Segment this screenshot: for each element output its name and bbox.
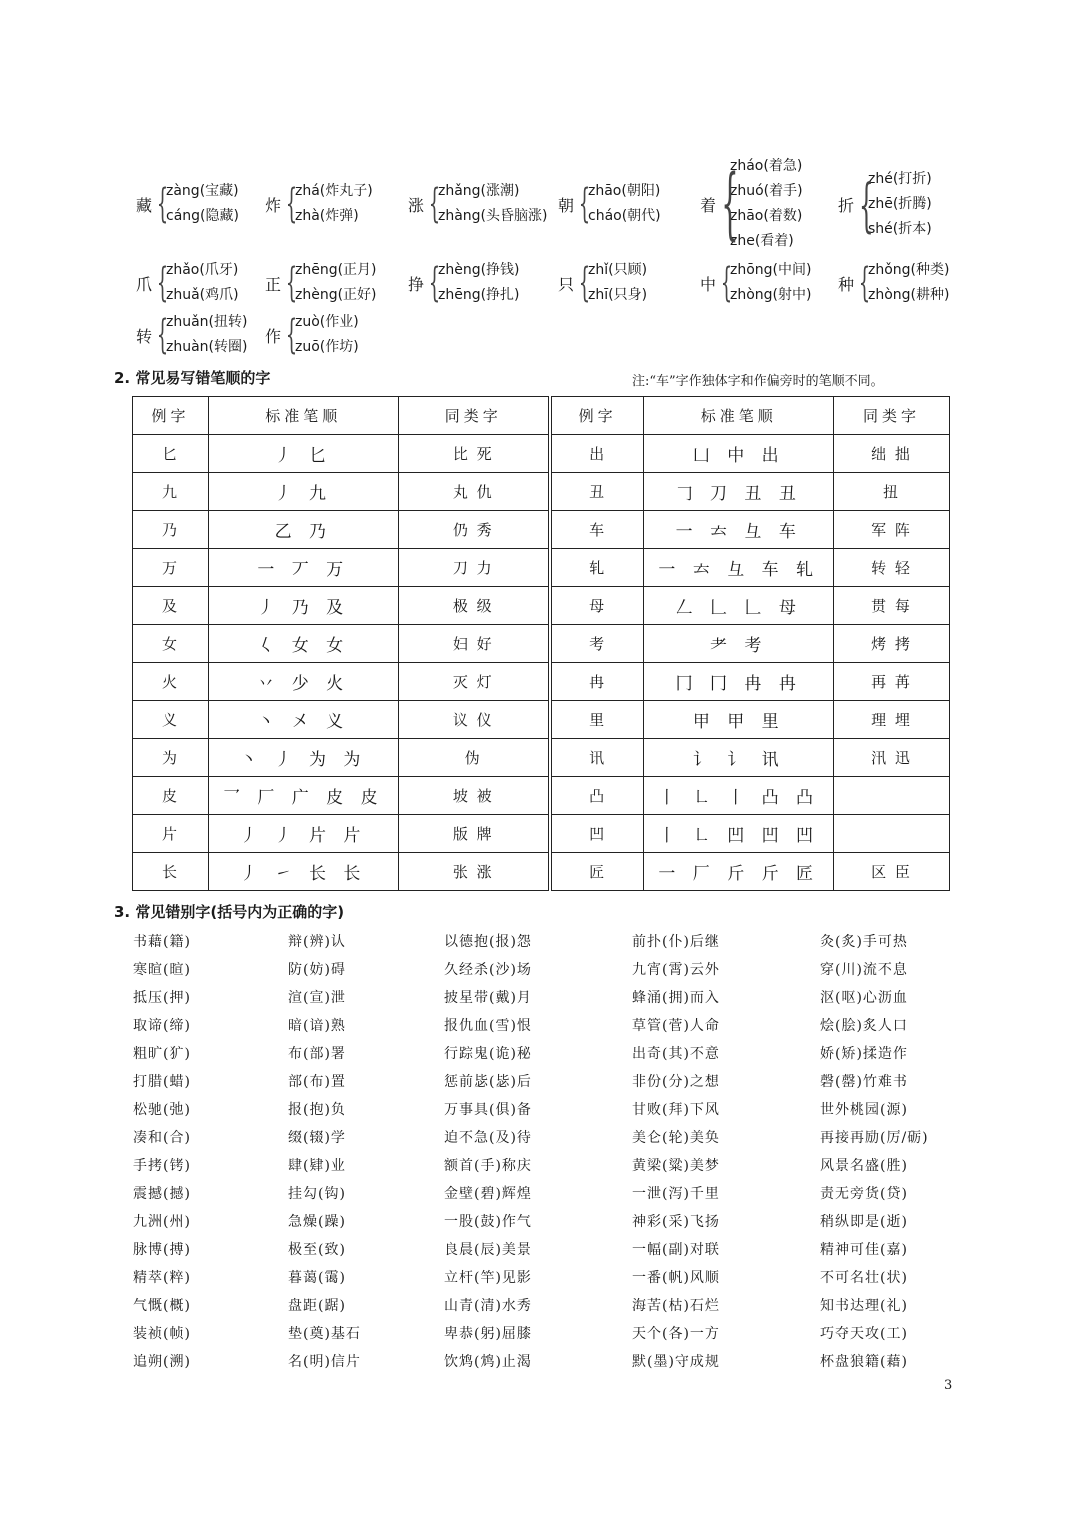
polyphone-char: 折 bbox=[837, 196, 854, 215]
polyphone-char: 爪 bbox=[135, 274, 152, 294]
wrong-char-item: 挂勾(钩) bbox=[288, 1186, 346, 1202]
stroke-sequence: 乛 厂 广 皮 皮 bbox=[208, 777, 398, 815]
stroke-sequence: 𡿨 女 女 bbox=[208, 625, 398, 663]
wrong-char-item: 甘败(拜)下风 bbox=[632, 1102, 720, 1118]
example-char: 车 bbox=[550, 511, 644, 549]
wrong-char-item: 暮蔼(霭) bbox=[288, 1270, 346, 1286]
polyphone-item bbox=[406, 258, 520, 308]
reading: zhá(炸丸子) bbox=[295, 183, 373, 199]
similar-chars: 军 阵 bbox=[834, 511, 950, 549]
example-char: 母 bbox=[550, 587, 644, 625]
wrong-char-item: 披星带(戴)月 bbox=[444, 990, 532, 1006]
reading: zhōng(中间) bbox=[730, 262, 812, 278]
reading: zhāo(朝阳) bbox=[588, 183, 661, 199]
example-char: 凹 bbox=[550, 815, 644, 853]
example-char: 为 bbox=[133, 739, 209, 777]
similar-chars: 刀 力 bbox=[398, 549, 550, 587]
similar-chars: 妇 好 bbox=[398, 625, 550, 663]
wrong-char-column bbox=[632, 928, 720, 1376]
wrong-char-item: 不可名壮(状) bbox=[820, 1270, 908, 1286]
wrong-char-item: 一股(鼓)作气 bbox=[444, 1214, 532, 1230]
reading: zhuǎn(扭转) bbox=[166, 314, 248, 330]
reading: zhāo(着数) bbox=[730, 208, 803, 224]
wrong-char-item: 良晨(辰)美景 bbox=[444, 1242, 532, 1258]
wrong-char-item: 久经杀(沙)场 bbox=[444, 962, 532, 978]
stroke-sequence: 丿 ㇀ 长 长 bbox=[208, 853, 398, 891]
brace-icon: { bbox=[285, 181, 298, 227]
reading: cáng(隐藏) bbox=[166, 208, 239, 224]
reading: zhòng(耕种) bbox=[868, 287, 950, 303]
reading: zhǎo(爪牙) bbox=[166, 262, 239, 278]
wrong-char-item: 一番(帆)风顺 bbox=[632, 1270, 720, 1286]
polyphone-char: 炸 bbox=[264, 195, 281, 215]
stroke-sequence: 讠 讠 讯 bbox=[644, 739, 834, 777]
polyphone-char: 只 bbox=[557, 274, 574, 294]
wrong-char-item: 世外桃园(源) bbox=[820, 1102, 908, 1118]
reading: zhēng(正月) bbox=[295, 262, 377, 278]
wrong-char-item: 一泄(泻)千里 bbox=[632, 1186, 720, 1202]
example-char: 匠 bbox=[550, 853, 644, 891]
wrong-char-item: 防(妨)碍 bbox=[288, 962, 346, 978]
table-row bbox=[133, 587, 950, 625]
wrong-char-item: 海苦(枯)石烂 bbox=[632, 1298, 720, 1314]
example-char: 考 bbox=[550, 625, 644, 663]
reading: zhēng(挣扎) bbox=[438, 287, 520, 303]
similar-chars: 理 埋 bbox=[834, 701, 950, 739]
brace-icon: { bbox=[156, 312, 169, 358]
polyphone-item bbox=[406, 179, 547, 229]
wrong-char-item: 精神可佳(嘉) bbox=[820, 1242, 908, 1258]
similar-chars: 仍 秀 bbox=[398, 511, 550, 549]
reading: zhī(只身) bbox=[588, 287, 648, 303]
polyphone-item bbox=[836, 167, 932, 242]
wrong-char-item: 垫(奠)基石 bbox=[288, 1326, 361, 1342]
polyphone-item bbox=[263, 258, 377, 308]
column-header: 标准笔顺 bbox=[644, 397, 834, 435]
polyphone-char: 着 bbox=[699, 195, 716, 215]
similar-chars: 伪 bbox=[398, 739, 550, 777]
wrong-char-item: 行踪鬼(诡)秘 bbox=[444, 1046, 532, 1062]
stroke-sequence: 丷 少 火 bbox=[208, 663, 398, 701]
stroke-sequence: 丶 㐅 义 bbox=[208, 701, 398, 739]
wrong-char-item: 精萃(粹) bbox=[133, 1270, 191, 1286]
reading: zhòng(射中) bbox=[730, 287, 812, 303]
wrong-char-item: 立杆(竿)见影 bbox=[444, 1270, 532, 1286]
wrong-char-item: 凑和(合) bbox=[133, 1130, 191, 1146]
wrong-char-item: 黄梁(粱)美梦 bbox=[632, 1158, 720, 1174]
similar-chars: 再 苒 bbox=[834, 663, 950, 701]
stroke-sequence: 一 丆 万 bbox=[208, 549, 398, 587]
stroke-sequence: 丿 匕 bbox=[208, 435, 398, 473]
column-header: 同类字 bbox=[834, 397, 950, 435]
stroke-order-table bbox=[132, 396, 950, 891]
brace-icon: { bbox=[720, 260, 733, 306]
reading: zhé(打折) bbox=[868, 171, 932, 187]
table-row bbox=[133, 435, 950, 473]
wrong-char-item: 默(墨)守成规 bbox=[632, 1354, 720, 1370]
wrong-char-item: 娇(矫)揉造作 bbox=[820, 1046, 908, 1062]
wrong-char-item: 粗旷(犷) bbox=[133, 1046, 191, 1062]
wrong-char-item: 前扑(仆)后继 bbox=[632, 934, 720, 950]
wrong-char-item: 急燥(躁) bbox=[288, 1214, 346, 1230]
wrong-char-item: 追朔(溯) bbox=[133, 1354, 191, 1370]
example-char: 片 bbox=[133, 815, 209, 853]
reading: shé(折本) bbox=[868, 221, 932, 237]
column-header: 同类字 bbox=[398, 397, 550, 435]
section-note: 注:“车”字作独体字和作偏旁时的笔顺不同。 bbox=[632, 374, 884, 389]
section-title: 3. 常见错别字(括号内为正确的字) bbox=[114, 903, 345, 921]
section-title: 2. 常见易写错笔顺的字 bbox=[114, 369, 271, 387]
wrong-char-item: 山青(清)水秀 bbox=[444, 1298, 532, 1314]
example-char: 轧 bbox=[550, 549, 644, 587]
wrong-char-item: 杯盘狼籍(藉) bbox=[820, 1354, 908, 1370]
wrong-char-item: 辩(辨)认 bbox=[288, 934, 346, 950]
wrong-char-item: 九洲(州) bbox=[133, 1214, 191, 1230]
polyphone-char: 转 bbox=[135, 326, 152, 346]
brace-icon: { bbox=[285, 260, 298, 306]
example-char: 九 bbox=[133, 473, 209, 511]
wrong-char-item: 寒暄(暄) bbox=[133, 962, 191, 978]
brace-icon: { bbox=[859, 170, 874, 239]
wrong-char-item: 草管(菅)人命 bbox=[632, 1018, 720, 1034]
table-row bbox=[133, 815, 950, 853]
wrong-char-item: 风景名盛(胜) bbox=[820, 1158, 908, 1174]
example-char: 万 bbox=[133, 549, 209, 587]
wrong-char-column bbox=[820, 928, 929, 1376]
similar-chars: 汛 迅 bbox=[834, 739, 950, 777]
table-row bbox=[133, 473, 950, 511]
table-row bbox=[133, 739, 950, 777]
table-row bbox=[133, 511, 950, 549]
wrong-char-item: 天个(各)一方 bbox=[632, 1326, 720, 1342]
brace-icon: { bbox=[428, 260, 441, 306]
column-header: 例字 bbox=[133, 397, 209, 435]
stroke-sequence: 丨 ㇗ 丨 凸 凸 bbox=[644, 777, 834, 815]
wrong-char-item: 知书达理(礼) bbox=[820, 1298, 908, 1314]
wrong-char-item: 灸(炙)手可热 bbox=[820, 934, 908, 950]
polyphone-char: 种 bbox=[837, 274, 854, 294]
similar-chars: 绌 拙 bbox=[834, 435, 950, 473]
wrong-char-item: 再接再励(厉/砺) bbox=[820, 1130, 929, 1146]
reading: zàng(宝藏) bbox=[166, 183, 239, 199]
example-char: 及 bbox=[133, 587, 209, 625]
wrong-char-item: 松驰(弛) bbox=[133, 1102, 191, 1118]
example-char: 出 bbox=[550, 435, 644, 473]
wrong-char-item: 神彩(采)飞扬 bbox=[632, 1214, 720, 1230]
polyphone-char: 涨 bbox=[407, 195, 424, 215]
stroke-sequence: 甲 甲 里 bbox=[644, 701, 834, 739]
table-row bbox=[133, 625, 950, 663]
wrong-char-item: 震撼(撼) bbox=[133, 1186, 191, 1202]
example-char: 匕 bbox=[133, 435, 209, 473]
polyphone-item bbox=[556, 179, 661, 229]
reading: zhǒng(种类) bbox=[868, 262, 950, 278]
polyphone-char: 正 bbox=[264, 274, 281, 294]
stroke-sequence: 凵 中 出 bbox=[644, 435, 834, 473]
table-row bbox=[133, 663, 950, 701]
wrong-char-item: 蜂涌(拥)而入 bbox=[632, 990, 720, 1006]
example-char: 乃 bbox=[133, 511, 209, 549]
similar-chars: 贯 每 bbox=[834, 587, 950, 625]
stroke-sequence: 丶 丿 为 为 bbox=[208, 739, 398, 777]
wrong-char-item: 布(部)署 bbox=[288, 1046, 346, 1062]
polyphone-char: 朝 bbox=[557, 195, 574, 215]
reading: zhuǎ(鸡爪) bbox=[166, 287, 239, 303]
column-header: 例字 bbox=[550, 397, 644, 435]
wrong-char-item: 极至(致) bbox=[288, 1242, 346, 1258]
polyphone-item bbox=[134, 179, 239, 229]
brace-icon: { bbox=[578, 260, 591, 306]
reading: cháo(朝代) bbox=[588, 208, 661, 224]
wrong-char-column bbox=[288, 928, 361, 1376]
stroke-sequence: 冂 冂 冉 冉 bbox=[644, 663, 834, 701]
brace-icon: { bbox=[285, 312, 298, 358]
brace-icon: { bbox=[858, 260, 871, 306]
stroke-sequence: 丨 ㇗ 凹 凹 凹 bbox=[644, 815, 834, 853]
wrong-char-item: 金壁(碧)辉煌 bbox=[444, 1186, 532, 1202]
wrong-char-item: 烩(脍)炙人口 bbox=[820, 1018, 908, 1034]
table-row bbox=[133, 777, 950, 815]
stroke-sequence: 乙 乃 bbox=[208, 511, 398, 549]
wrong-char-item: 渲(宣)泄 bbox=[288, 990, 346, 1006]
example-char: 冉 bbox=[550, 663, 644, 701]
wrong-char-column bbox=[133, 928, 191, 1376]
wrong-char-item: 迫不急(及)待 bbox=[444, 1130, 532, 1146]
brace-icon: { bbox=[156, 260, 169, 306]
wrong-char-item: 报仇血(雪)恨 bbox=[444, 1018, 532, 1034]
page-number: 3 bbox=[944, 1378, 953, 1393]
similar-chars: 区 臣 bbox=[834, 853, 950, 891]
wrong-char-item: 肆(肄)业 bbox=[288, 1158, 346, 1174]
wrong-char-item: 装祯(帧) bbox=[133, 1326, 191, 1342]
similar-chars: 版 牌 bbox=[398, 815, 550, 853]
similar-chars: 灭 灯 bbox=[398, 663, 550, 701]
wrong-char-item: 暗(谙)熟 bbox=[288, 1018, 346, 1034]
similar-chars: 扭 bbox=[834, 473, 950, 511]
table-row bbox=[133, 549, 950, 587]
wrong-char-item: 取谛(缔) bbox=[133, 1018, 191, 1034]
table-row bbox=[133, 853, 950, 891]
reading: zuō(作坊) bbox=[295, 339, 359, 355]
stroke-sequence: 丿 丿 片 片 bbox=[208, 815, 398, 853]
polyphone-char: 挣 bbox=[407, 274, 424, 294]
wrong-char-item: 书藉(籍) bbox=[133, 934, 191, 950]
stroke-sequence: 一 厂 斤 斤 匠 bbox=[644, 853, 834, 891]
reading: zhèng(正好) bbox=[295, 287, 377, 303]
brace-icon: { bbox=[721, 159, 739, 249]
similar-chars: 坡 被 bbox=[398, 777, 550, 815]
polyphone-item bbox=[698, 258, 811, 308]
similar-chars bbox=[834, 777, 950, 815]
example-char: 火 bbox=[133, 663, 209, 701]
example-char: 丑 bbox=[550, 473, 644, 511]
example-char: 女 bbox=[133, 625, 209, 663]
polyphone-item bbox=[263, 179, 373, 229]
wrong-char-item: 惩前毖(毖)后 bbox=[444, 1074, 532, 1090]
stroke-sequence: 𠃌 刀 丑 丑 bbox=[644, 473, 834, 511]
similar-chars: 丸 仇 bbox=[398, 473, 550, 511]
reading: zuò(作业) bbox=[295, 314, 359, 330]
similar-chars: 烤 拷 bbox=[834, 625, 950, 663]
similar-chars: 议 仪 bbox=[398, 701, 550, 739]
wrong-char-item: 非份(分)之想 bbox=[632, 1074, 720, 1090]
reading: zháo(着急) bbox=[730, 158, 803, 174]
reading: zhuó(着手) bbox=[730, 183, 803, 199]
wrong-char-item: 以德抱(报)怨 bbox=[444, 934, 532, 950]
wrong-char-item: 磬(罄)竹难书 bbox=[820, 1074, 908, 1090]
brace-icon: { bbox=[578, 181, 591, 227]
brace-icon: { bbox=[156, 181, 169, 227]
wrong-char-item: 手拷(铐) bbox=[133, 1158, 191, 1174]
wrong-char-item: 责无旁货(贷) bbox=[820, 1186, 908, 1202]
wrong-char-item: 报(抱)负 bbox=[288, 1102, 346, 1118]
wrong-char-item: 气慨(概) bbox=[133, 1298, 191, 1314]
polyphone-char: 藏 bbox=[135, 195, 152, 215]
wrong-char-item: 沤(呕)心沥血 bbox=[820, 990, 908, 1006]
polyphone-item bbox=[263, 310, 359, 360]
wrong-char-item: 名(明)信片 bbox=[288, 1354, 361, 1370]
reading: zhà(炸弹) bbox=[295, 208, 359, 224]
reading: zhàng(头昏脑涨) bbox=[438, 208, 548, 224]
wrong-char-item: 巧夺天攻(工) bbox=[820, 1326, 908, 1342]
wrong-char-item: 稍纵即是(逝) bbox=[820, 1214, 908, 1230]
example-char: 长 bbox=[133, 853, 209, 891]
wrong-char-item: 卑恭(躬)屈膝 bbox=[444, 1326, 532, 1342]
polyphone-char: 中 bbox=[699, 274, 716, 294]
similar-chars: 转 轻 bbox=[834, 549, 950, 587]
stroke-sequence: 𠃋 𠃊 𠃊 母 bbox=[644, 587, 834, 625]
polyphone-item bbox=[698, 154, 803, 254]
example-char: 皮 bbox=[133, 777, 209, 815]
reading: zhē(折腾) bbox=[868, 196, 932, 212]
polyphone-item bbox=[556, 258, 647, 308]
wrong-char-item: 穿(川)流不息 bbox=[820, 962, 908, 978]
similar-chars bbox=[834, 815, 950, 853]
reading: zhǐ(只顾) bbox=[588, 262, 648, 278]
wrong-char-item: 盘距(踞) bbox=[288, 1298, 346, 1314]
wrong-char-item: 九宵(霄)云外 bbox=[632, 962, 720, 978]
wrong-char-item: 打腊(蜡) bbox=[133, 1074, 191, 1090]
example-char: 凸 bbox=[550, 777, 644, 815]
polyphone-item bbox=[836, 258, 949, 308]
example-char: 义 bbox=[133, 701, 209, 739]
reading: zhèng(挣钱) bbox=[438, 262, 520, 278]
reading: zhǎng(涨潮) bbox=[438, 183, 520, 199]
similar-chars: 比 死 bbox=[398, 435, 550, 473]
wrong-char-column bbox=[444, 928, 532, 1376]
polyphone-item bbox=[134, 258, 239, 308]
polyphone-item bbox=[134, 310, 247, 360]
stroke-sequence: 耂 考 bbox=[644, 625, 834, 663]
polyphone-char: 作 bbox=[264, 326, 281, 346]
brace-icon: { bbox=[428, 181, 441, 227]
stroke-sequence: 丿 九 bbox=[208, 473, 398, 511]
similar-chars: 极 级 bbox=[398, 587, 550, 625]
example-char: 讯 bbox=[550, 739, 644, 777]
stroke-sequence: 丿 乃 及 bbox=[208, 587, 398, 625]
wrong-char-item: 饮鸩(鸩)止渴 bbox=[444, 1354, 532, 1370]
stroke-sequence: 一 𠫓 ⺔ 车 bbox=[644, 511, 834, 549]
wrong-char-item: 抵压(押) bbox=[133, 990, 191, 1006]
table-row bbox=[133, 701, 950, 739]
reading: zhuàn(转圈) bbox=[166, 339, 248, 355]
wrong-char-item: 部(布)置 bbox=[288, 1074, 346, 1090]
column-header: 标准笔顺 bbox=[208, 397, 398, 435]
wrong-char-item: 缀(辍)学 bbox=[288, 1130, 346, 1146]
wrong-char-item: 脉博(搏) bbox=[133, 1242, 191, 1258]
example-char: 里 bbox=[550, 701, 644, 739]
wrong-char-item: 美仑(轮)美奂 bbox=[632, 1130, 720, 1146]
wrong-char-item: 额首(手)称庆 bbox=[444, 1158, 532, 1174]
wrong-char-item: 万事具(俱)备 bbox=[444, 1102, 532, 1118]
wrong-char-item: 一幅(副)对联 bbox=[632, 1242, 720, 1258]
wrong-char-item: 出奇(其)不意 bbox=[632, 1046, 720, 1062]
table-header-row bbox=[133, 397, 950, 435]
similar-chars: 张 涨 bbox=[398, 853, 550, 891]
stroke-sequence: 一 𠫓 ⺔ 车 轧 bbox=[644, 549, 834, 587]
reading: zhe(看着) bbox=[730, 233, 794, 249]
